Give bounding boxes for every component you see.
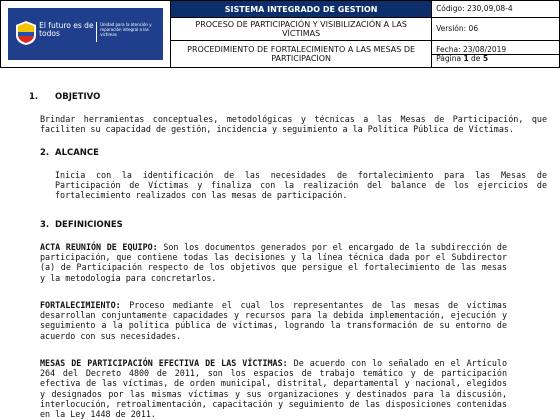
section-2-heading: [40, 148, 99, 158]
section-1-number: 1.: [29, 92, 39, 102]
page-prefix: Página: [436, 53, 464, 63]
document-code: Código: 230,09,08-4: [432, 1, 560, 18]
date-page-cell: [432, 41, 560, 68]
logo-subtitle: Unidad para la atención y reparación integral a las víctimas: [100, 22, 152, 37]
procedure-name: PROCEDIMIENTO DE FORTALECIMIENTO A LAS MESAS DE PARTICIPACION: [171, 41, 432, 68]
section-1-text: Brindar herramientas conceptuales, metodológicas y técnicas a las Mesas de Participación, que faciliten su capacidad de gestión, incidencia y seguimiento a la Política Pública de Víctimas.: [40, 114, 547, 135]
section-3-heading: [40, 220, 123, 230]
logo-cell: [1, 1, 171, 68]
page-middle: de: [468, 53, 483, 63]
institution-logo: [8, 8, 163, 60]
definition-acta-text: Son los documentos generados por el encargado de la subdirección de participación, que contiene todas las decisiones y la línea técnica dada por el Subdirector (a) de Participación respecto de los objetivos que persigue el fortalecimiento de las mesas y la metodología para concretarlos.: [40, 242, 507, 283]
logo-separator: [96, 22, 97, 42]
definition-acta: [40, 242, 507, 283]
page-indicator: [432, 54, 559, 63]
page-total: 5: [482, 53, 489, 63]
section-1-heading: [29, 92, 100, 102]
definition-mesas-term: MESAS DE PARTICIPACIÓN EFECTIVA DE LAS VÍCTIMAS:: [40, 358, 288, 368]
section-2-number: 2.: [40, 148, 50, 158]
definition-fortalecimiento: [40, 300, 507, 341]
definition-fortalecimiento-term: FORTALECIMIENTO:: [40, 300, 121, 310]
document-date: Fecha: 23/08/2019: [436, 44, 507, 54]
system-title: SISTEMA INTEGRADO DE GESTION: [171, 1, 432, 18]
definition-mesas-text: De acuerdo con lo señalado en el Artículo 264 del Decreto 4800 de 2011, son los espacios de trabajo temático y de participación efectiva de las víctimas, de orden municipal, distrital, departamental y nacional, elegidos y designados por las mismas víctimas y sus organizaciones y destinados para la discusión, interlocución, retroalimentación, capacitación y seguimiento de las disposiciones contenidas en la Ley 1448 de 2011.: [40, 358, 507, 420]
section-3-number: 3.: [40, 220, 50, 230]
section-3-title: DEFINICIONES: [55, 220, 123, 230]
section-1-title: OBJETIVO: [55, 92, 101, 102]
page-current: 1: [463, 53, 469, 63]
document-version: Versión: 06: [432, 18, 560, 41]
document-header: [0, 0, 560, 68]
colombia-flag-icon: [16, 21, 36, 45]
section-2-title: ALCANCE: [55, 148, 99, 158]
process-name: PROCESO DE PARTICIPACIÓN Y VISIBILIZACIÓN A LAS VÍCTIMAS: [171, 18, 432, 41]
definition-mesas: [40, 358, 507, 419]
definition-fortalecimiento-text: Proceso mediante el cual los representantes de las mesas de víctimas desarrollan conjuntamente capacidades y recursos para la debida implementación, ejecución y seguimiento a la política pública de víctimas, logrando la transformación de su entorno de acuerdo con sus necesidades.: [40, 300, 507, 341]
logo-title: El futuro es de todos: [39, 21, 94, 38]
definition-acta-term: ACTA REUNIÓN DE EQUIPO:: [40, 242, 158, 252]
section-2-text: Inicia con la identificación de las necesidades de fortalecimiento para las Mesas de Participación de Víctimas y finaliza con la realización del balance de los ejercicios de fortalecimiento realizados con las mesas de participación.: [55, 170, 547, 201]
